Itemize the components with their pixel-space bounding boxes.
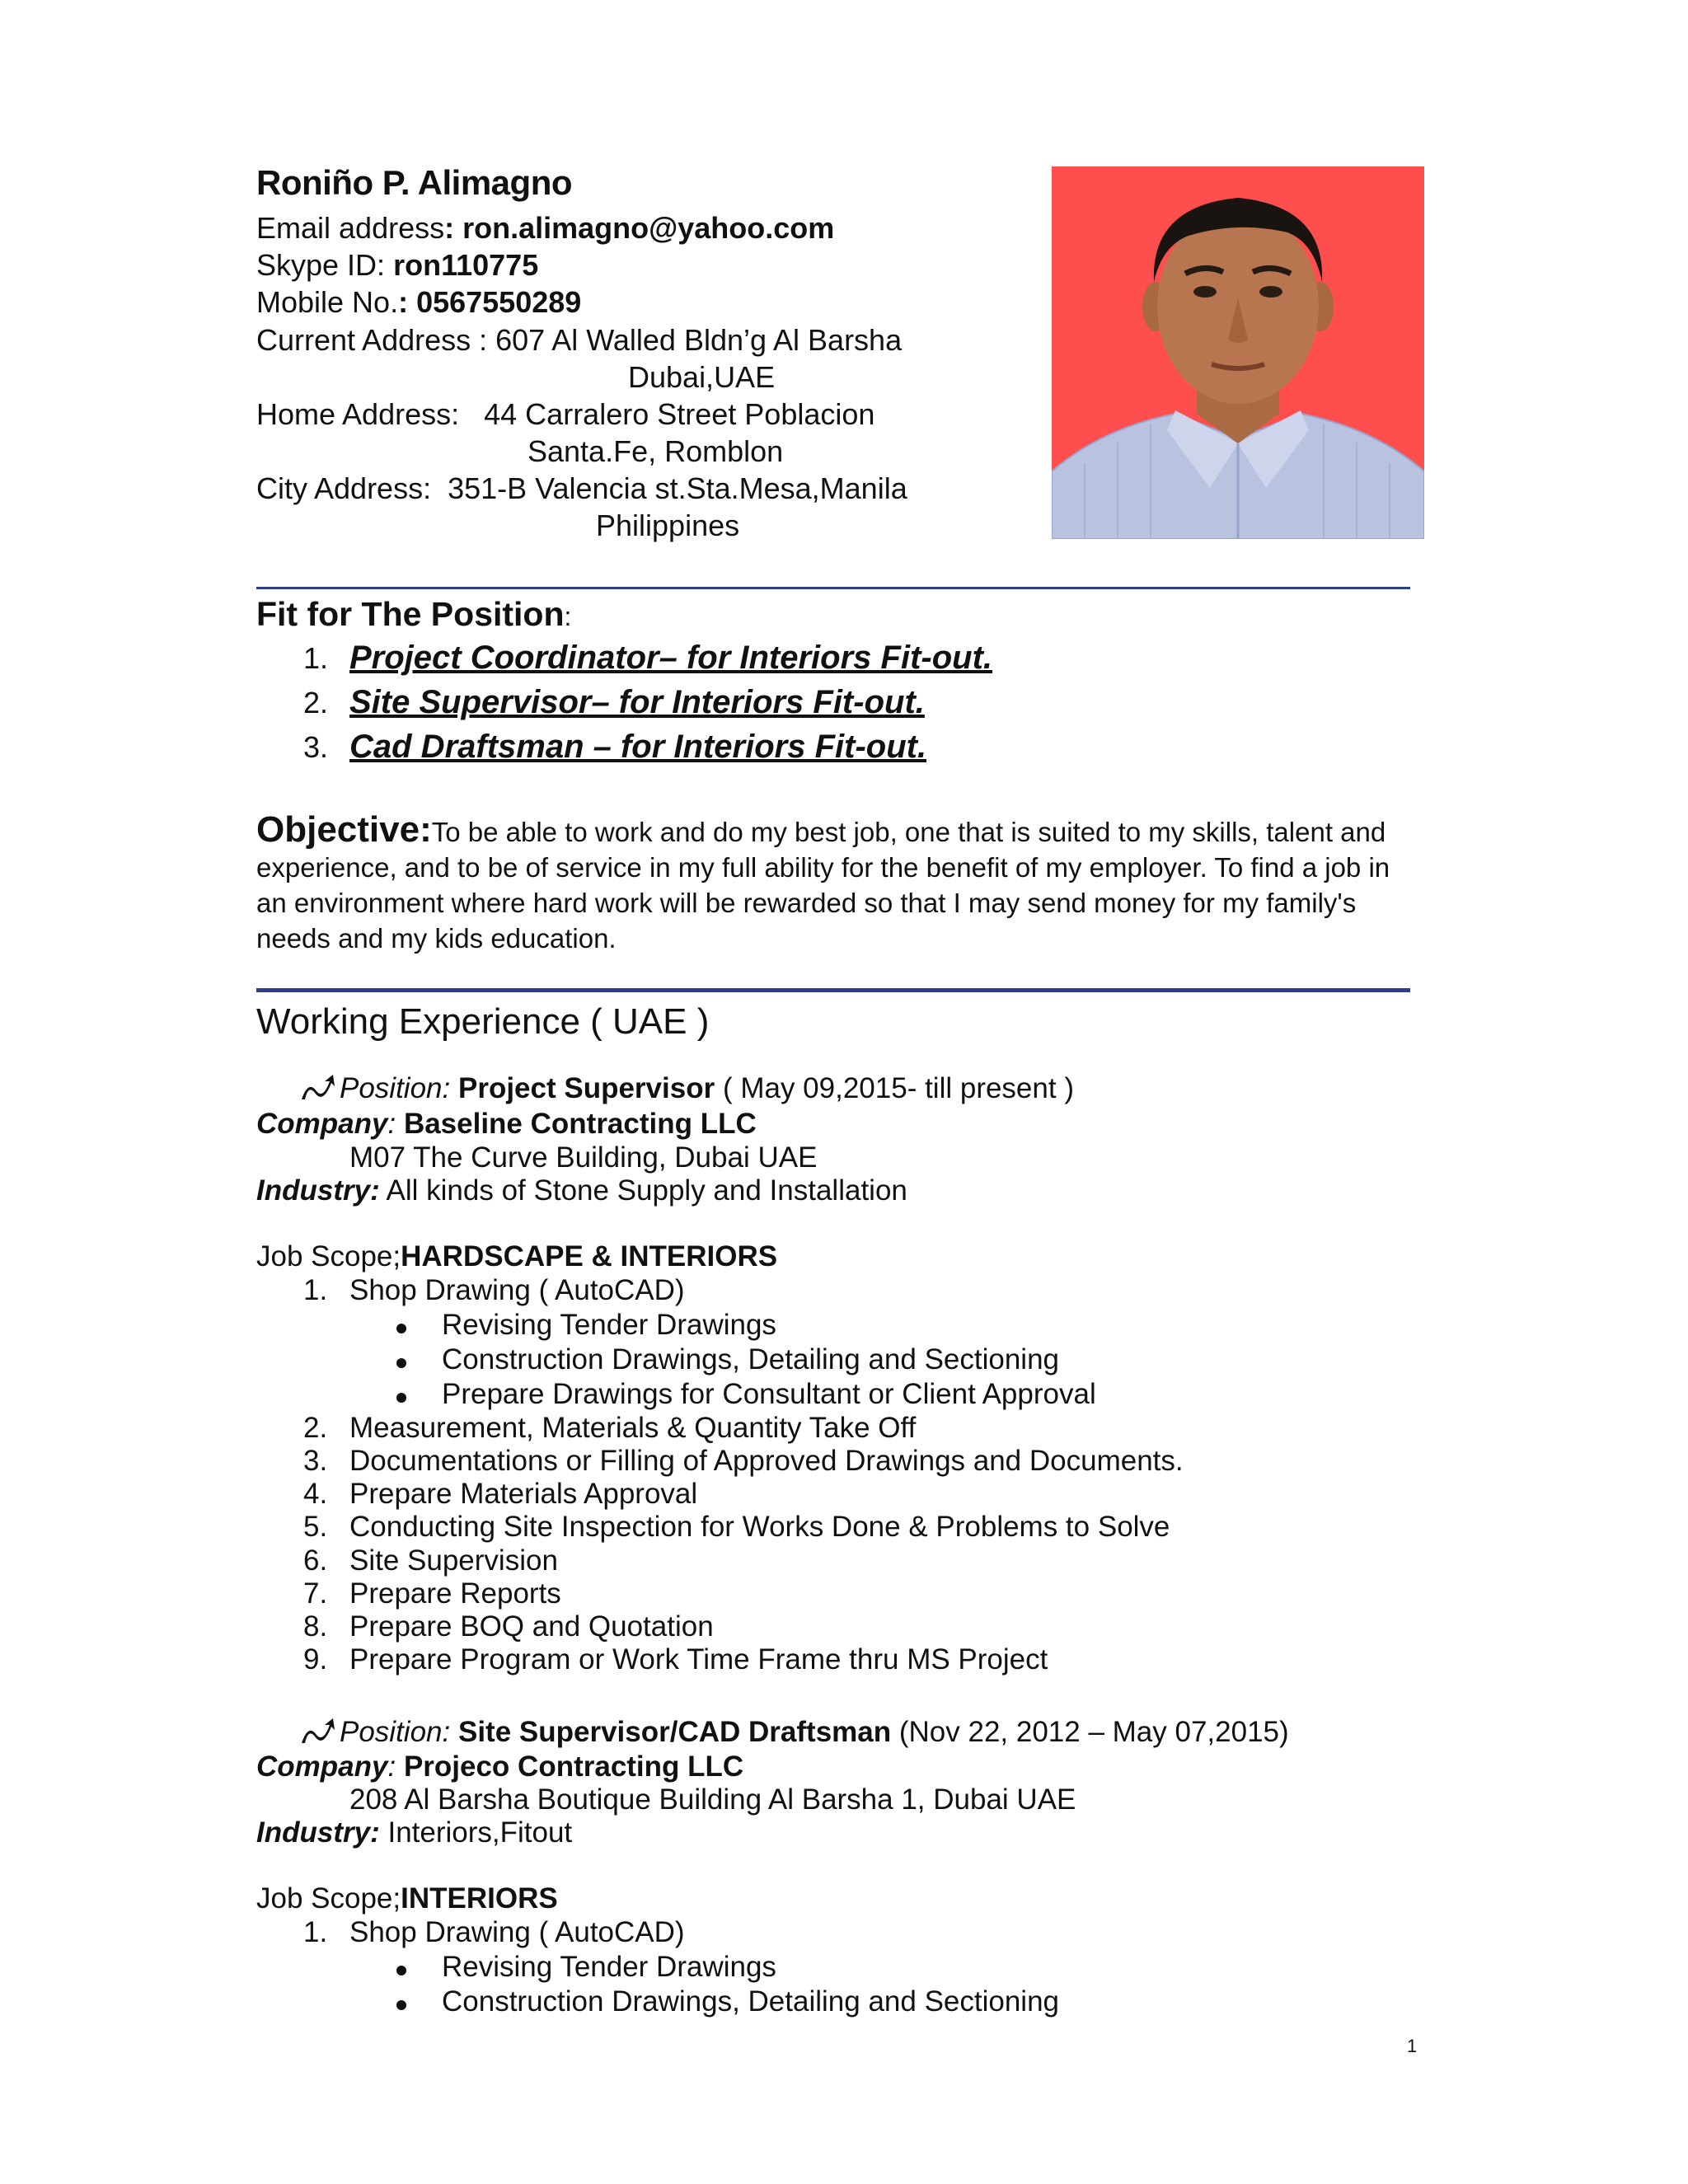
fit-item-text: Project Coordinator– for Interiors Fit-out. [349,640,993,676]
scope-item [303,1511,1170,1544]
fit-item-number: 2. [303,686,329,719]
scope-item-number: 4. [303,1478,328,1510]
arrow-icon [300,1718,340,1754]
position-dates: ( May 09,2015- till present ) [722,1072,1074,1104]
bullet-icon [396,1393,406,1403]
company-address: M07 The Curve Building, Dubai UAE [349,1141,818,1174]
job-scope-label: Job Scope; [256,1882,401,1915]
scope-item-text: Conducting Site Inspection for Works Done & Problems to Solve [349,1511,1170,1543]
profile-photo [1052,166,1424,539]
bullet-icon [396,2000,406,2010]
current-address-value: 607 Al Walled Bldn’g Al Barsha [495,323,903,357]
scope-item-text: Prepare Program or Work Time Frame thru MS Project [349,1643,1048,1675]
fit-item-number: 3. [303,730,329,764]
scope-item-number: 8. [303,1610,328,1643]
scope-subitem: Revising Tender Drawings [442,1309,776,1341]
company-label: Company [256,1108,388,1140]
position-title: Site Supervisor/CAD Draftsman [457,1716,892,1748]
scope-item-number: 3. [303,1445,328,1477]
scope-item [303,1274,685,1307]
industry-value: Interiors,Fitout [387,1816,573,1849]
industry-label: Industry: [256,1174,380,1207]
current-address-label: Current Address : [256,323,488,357]
scope-item-number: 5. [303,1511,328,1543]
job-position-line [300,1716,1289,1754]
industry-line [256,1174,907,1207]
scope-item-number: 1. [303,1274,328,1306]
scope-item-text: Documentations or Filling of Approved Drawings and Documents. [349,1445,1184,1477]
fit-heading-text: Fit for The Position [256,595,565,633]
scope-item-text: Shop Drawing ( AutoCAD) [349,1916,685,1948]
scope-item-number: 2. [303,1412,328,1444]
work-heading: Working Experience ( UAE ) [256,1001,710,1042]
scope-item-number: 1. [303,1916,328,1948]
position-dates: (Nov 22, 2012 – May 07,2015) [898,1716,1289,1748]
scope-item-number: 6. [303,1544,328,1577]
scope-item [303,1412,916,1445]
scope-item-text: Measurement, Materials & Quantity Take Off [349,1412,917,1444]
scope-item [303,1610,714,1643]
fit-heading-colon: : [564,602,572,631]
skype-value: ron110775 [393,248,539,282]
home-address-label: Home Address: [256,397,460,431]
job-scope-value: INTERIORS [401,1882,558,1915]
scope-subitem: Construction Drawings, Detailing and Sectioning [442,1985,1060,2018]
section-divider [256,587,1410,589]
home-address-line2: Santa.Fe, Romblon [528,434,784,468]
scope-item [303,1916,685,1949]
scope-item [303,1544,558,1577]
city-address-line [256,471,907,506]
city-address-line2: Philippines [596,509,740,542]
skype-line [256,248,538,283]
company-name: Projeco Contracting LLC [403,1750,744,1783]
company-line: Company: Projeco Contracting LLC [256,1750,744,1783]
objective-text: To be able to work and do my best job, one that is suited to my skills, talent and experience, and to be of service in my full ability for the benefit of my employer. To find a job in an environment where hard work will be rewarded so that I may send money for my family's needs and my kids education. [256,817,1390,954]
email-line [256,211,834,246]
scope-item-text: Site Supervision [349,1544,558,1577]
city-address-label: City Address: [256,471,432,505]
current-address-line2: Dubai,UAE [628,360,776,394]
job-scope-value: HARDSCAPE & INTERIORS [401,1240,778,1272]
mobile-label: Mobile No. [256,285,399,319]
company-label: Company [256,1750,388,1783]
bullet-icon [396,1324,406,1333]
city-address-value: 351-B Valencia st.Sta.Mesa,Manila [448,471,907,505]
scope-subitem: Construction Drawings, Detailing and Sectioning [442,1343,1060,1376]
job-position-line [300,1072,1074,1110]
arrow-icon [300,1075,340,1110]
fit-item [303,684,925,721]
scope-item-text: Prepare Reports [349,1577,561,1610]
scope-item-number: 9. [303,1643,328,1675]
page-number: 1 [1407,2036,1418,2056]
scope-item-text: Shop Drawing ( AutoCAD) [349,1274,685,1306]
fit-item-text: Cad Draftsman – for Interiors Fit-out. [349,729,927,765]
section-divider [256,988,1410,992]
position-label: Position: [340,1072,451,1104]
job-scope-line [256,1240,777,1273]
industry-label: Industry: [256,1816,380,1849]
fit-item-number: 1. [303,641,329,675]
industry-value: All kinds of Stone Supply and Installation [386,1174,907,1207]
company-name: Baseline Contracting LLC [403,1108,757,1140]
scope-item [303,1445,1184,1478]
scope-item [303,1577,561,1610]
bullet-icon [396,1966,406,1975]
job-scope-line [256,1882,558,1915]
mobile-value: : 0567550289 [398,285,582,319]
scope-subitem: Prepare Drawings for Consultant or Client Approval [442,1378,1096,1410]
applicant-name: Roniño P. Alimagno [256,163,573,202]
home-address-line [256,397,874,432]
skype-label: Skype ID: [256,248,386,282]
company-line: Company: Baseline Contracting LLC [256,1108,757,1140]
bullet-icon [396,1358,406,1368]
scope-subitem: Revising Tender Drawings [442,1951,776,1983]
fit-heading [256,595,571,634]
fit-item-text: Site Supervisor– for Interiors Fit-out. [349,684,925,720]
job-scope-label: Job Scope; [256,1240,401,1272]
current-address-line [256,323,902,358]
email-label: Email address [256,211,445,245]
position-label: Position: [340,1716,451,1748]
position-title: Project Supervisor [457,1072,715,1104]
scope-item-text: Prepare Materials Approval [349,1478,698,1510]
industry-line [256,1816,572,1849]
scope-item [303,1478,697,1511]
fit-item [303,729,926,766]
scope-item-number: 7. [303,1577,328,1610]
scope-item-text: Prepare BOQ and Quotation [349,1610,714,1643]
objective-label: Objective: [256,809,432,850]
mobile-line [256,285,581,320]
company-address: 208 Al Barsha Boutique Building Al Barsha 1, Dubai UAE [349,1783,1076,1816]
scope-item [303,1643,1048,1676]
fit-item [303,640,992,677]
objective-paragraph [256,809,1418,956]
portrait-illustration [1052,166,1424,539]
home-address-value: 44 Carralero Street Poblacion [484,397,875,431]
email-value: : ron.alimagno@yahoo.com [444,211,835,245]
